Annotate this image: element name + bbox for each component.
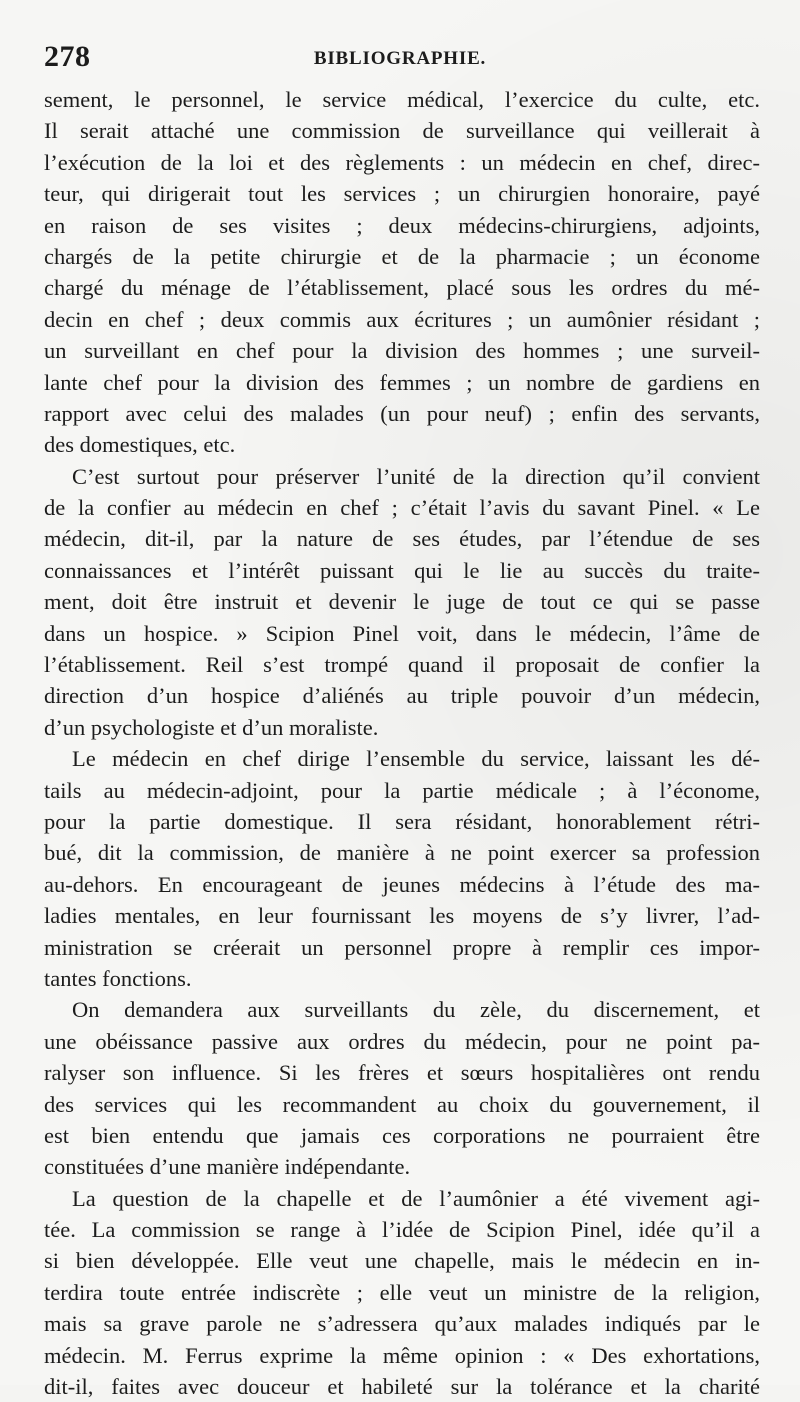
text-line: l’exécution de la loi et des règlements : un médecin en chef, direc- <box>44 149 760 175</box>
text-line: au-dehors. En encourageant de jeunes médecins à l’étude des ma- <box>44 871 760 897</box>
text-line: en raison de ses visites ; deux médecins-chirurgiens, adjoints, <box>44 212 760 238</box>
page-number: 278 <box>44 40 91 73</box>
text-line: l’établissement. Reil s’est trompé quand il proposait de confier la <box>44 652 760 678</box>
text-line: des domestiques, etc. <box>44 432 236 458</box>
text-line: rapport avec celui des malades (un pour neuf) ; enfin des servants, <box>44 400 760 426</box>
text-line: pour la partie domestique. Il sera résidant, honorablement rétri- <box>44 808 760 834</box>
text-line: connaissances et l’intérêt puissant qui le lie au succès du traite- <box>44 557 760 583</box>
text-line: direction d’un hospice d’aliénés au triple pouvoir d’un médecin, <box>44 683 760 709</box>
text-line: est bien entendu que jamais ces corporations ne pourraient être <box>44 1122 760 1148</box>
text-line: sement, le personnel, le service médical, l’exercice du culte, etc. <box>44 87 760 112</box>
text-line: lante chef pour la division des femmes ; un nombre de gardiens en <box>44 369 760 395</box>
body-text <box>44 84 760 1402</box>
text-line: de la confier au médecin en chef ; c’était l’avis du savant Pinel. « Le <box>44 495 760 521</box>
text-line: médecin. M. Ferrus exprime la même opinion : « Des exhortations, <box>44 1342 760 1368</box>
text-line: constituées d’une manière indépendante. <box>44 1154 411 1180</box>
text-line: tée. La commission se range à l’idée de Scipion Pinel, idée qu’il a <box>44 1217 760 1243</box>
text-line: dit-il, faites avec douceur et habileté sur la tolérance et la charité <box>44 1374 760 1400</box>
text-line: si bien développée. Elle veut une chapelle, mais le médecin en in- <box>44 1248 760 1274</box>
paragraph-first-line: La question de la chapelle et de l’aumônier a été vivement agi- <box>72 1185 760 1211</box>
paragraph-first-line: On demandera aux surveillants du zèle, du discernement, et <box>72 997 760 1023</box>
text-line: ralyser son influence. Si les frères et sœurs hospitalières ont rendu <box>44 1060 760 1086</box>
text-line: mais sa grave parole ne s’adressera qu’aux malades indiqués par le <box>44 1311 760 1337</box>
text-line: teur, qui dirigerait tout les services ; un chirurgien honoraire, payé <box>44 181 760 207</box>
text-line: chargés de la petite chirurgie et de la pharmacie ; un économe <box>44 243 760 269</box>
page-header <box>44 38 756 78</box>
paragraph-first-line: C’est surtout pour préserver l’unité de la direction qu’il convient <box>72 463 760 489</box>
text-line: ladies mentales, en leur fournissant les moyens de s’y livrer, l’ad- <box>44 903 760 929</box>
text-line: médecin, dit-il, par la nature de ses études, par l’étendue de ses <box>44 526 760 552</box>
text-line: decin en chef ; deux commis aux écritures ; un aumônier résidant ; <box>44 306 760 332</box>
text-line: ministration se créerait un personnel propre à remplir ces impor- <box>44 934 760 960</box>
text-line: ment, doit être instruit et devenir le juge de tout ce qui se passe <box>44 589 760 615</box>
text-line: tantes fonctions. <box>44 965 192 991</box>
text-line: un surveillant en chef pour la division des hommes ; une surveil- <box>44 338 760 364</box>
text-line: dans un hospice. » Scipion Pinel voit, dans le médecin, l’âme de <box>44 620 760 646</box>
text-line: tails au médecin-adjoint, pour la partie médicale ; à l’économe, <box>44 777 760 803</box>
text-line: une obéissance passive aux ordres du médecin, pour ne point pa- <box>44 1028 760 1054</box>
text-line: des services qui les recommandent au choix du gouvernement, il <box>44 1091 760 1117</box>
running-title: BIBLIOGRAPHIE. <box>313 48 487 69</box>
text-line: chargé du ménage de l’établissement, placé sous les ordres du mé- <box>44 275 760 301</box>
text-line: terdira toute entrée indiscrète ; elle veut un ministre de la religion, <box>44 1279 760 1305</box>
text-line: d’un psychologiste et d’un moraliste. <box>44 714 379 740</box>
paragraph-first-line: Le médecin en chef dirige l’ensemble du service, laissant les dé- <box>72 746 760 772</box>
text-line: Il serait attaché une commission de surveillance qui veillerait à <box>44 118 760 144</box>
text-line: bué, dit la commission, de manière à ne point exercer sa profession <box>44 840 760 866</box>
